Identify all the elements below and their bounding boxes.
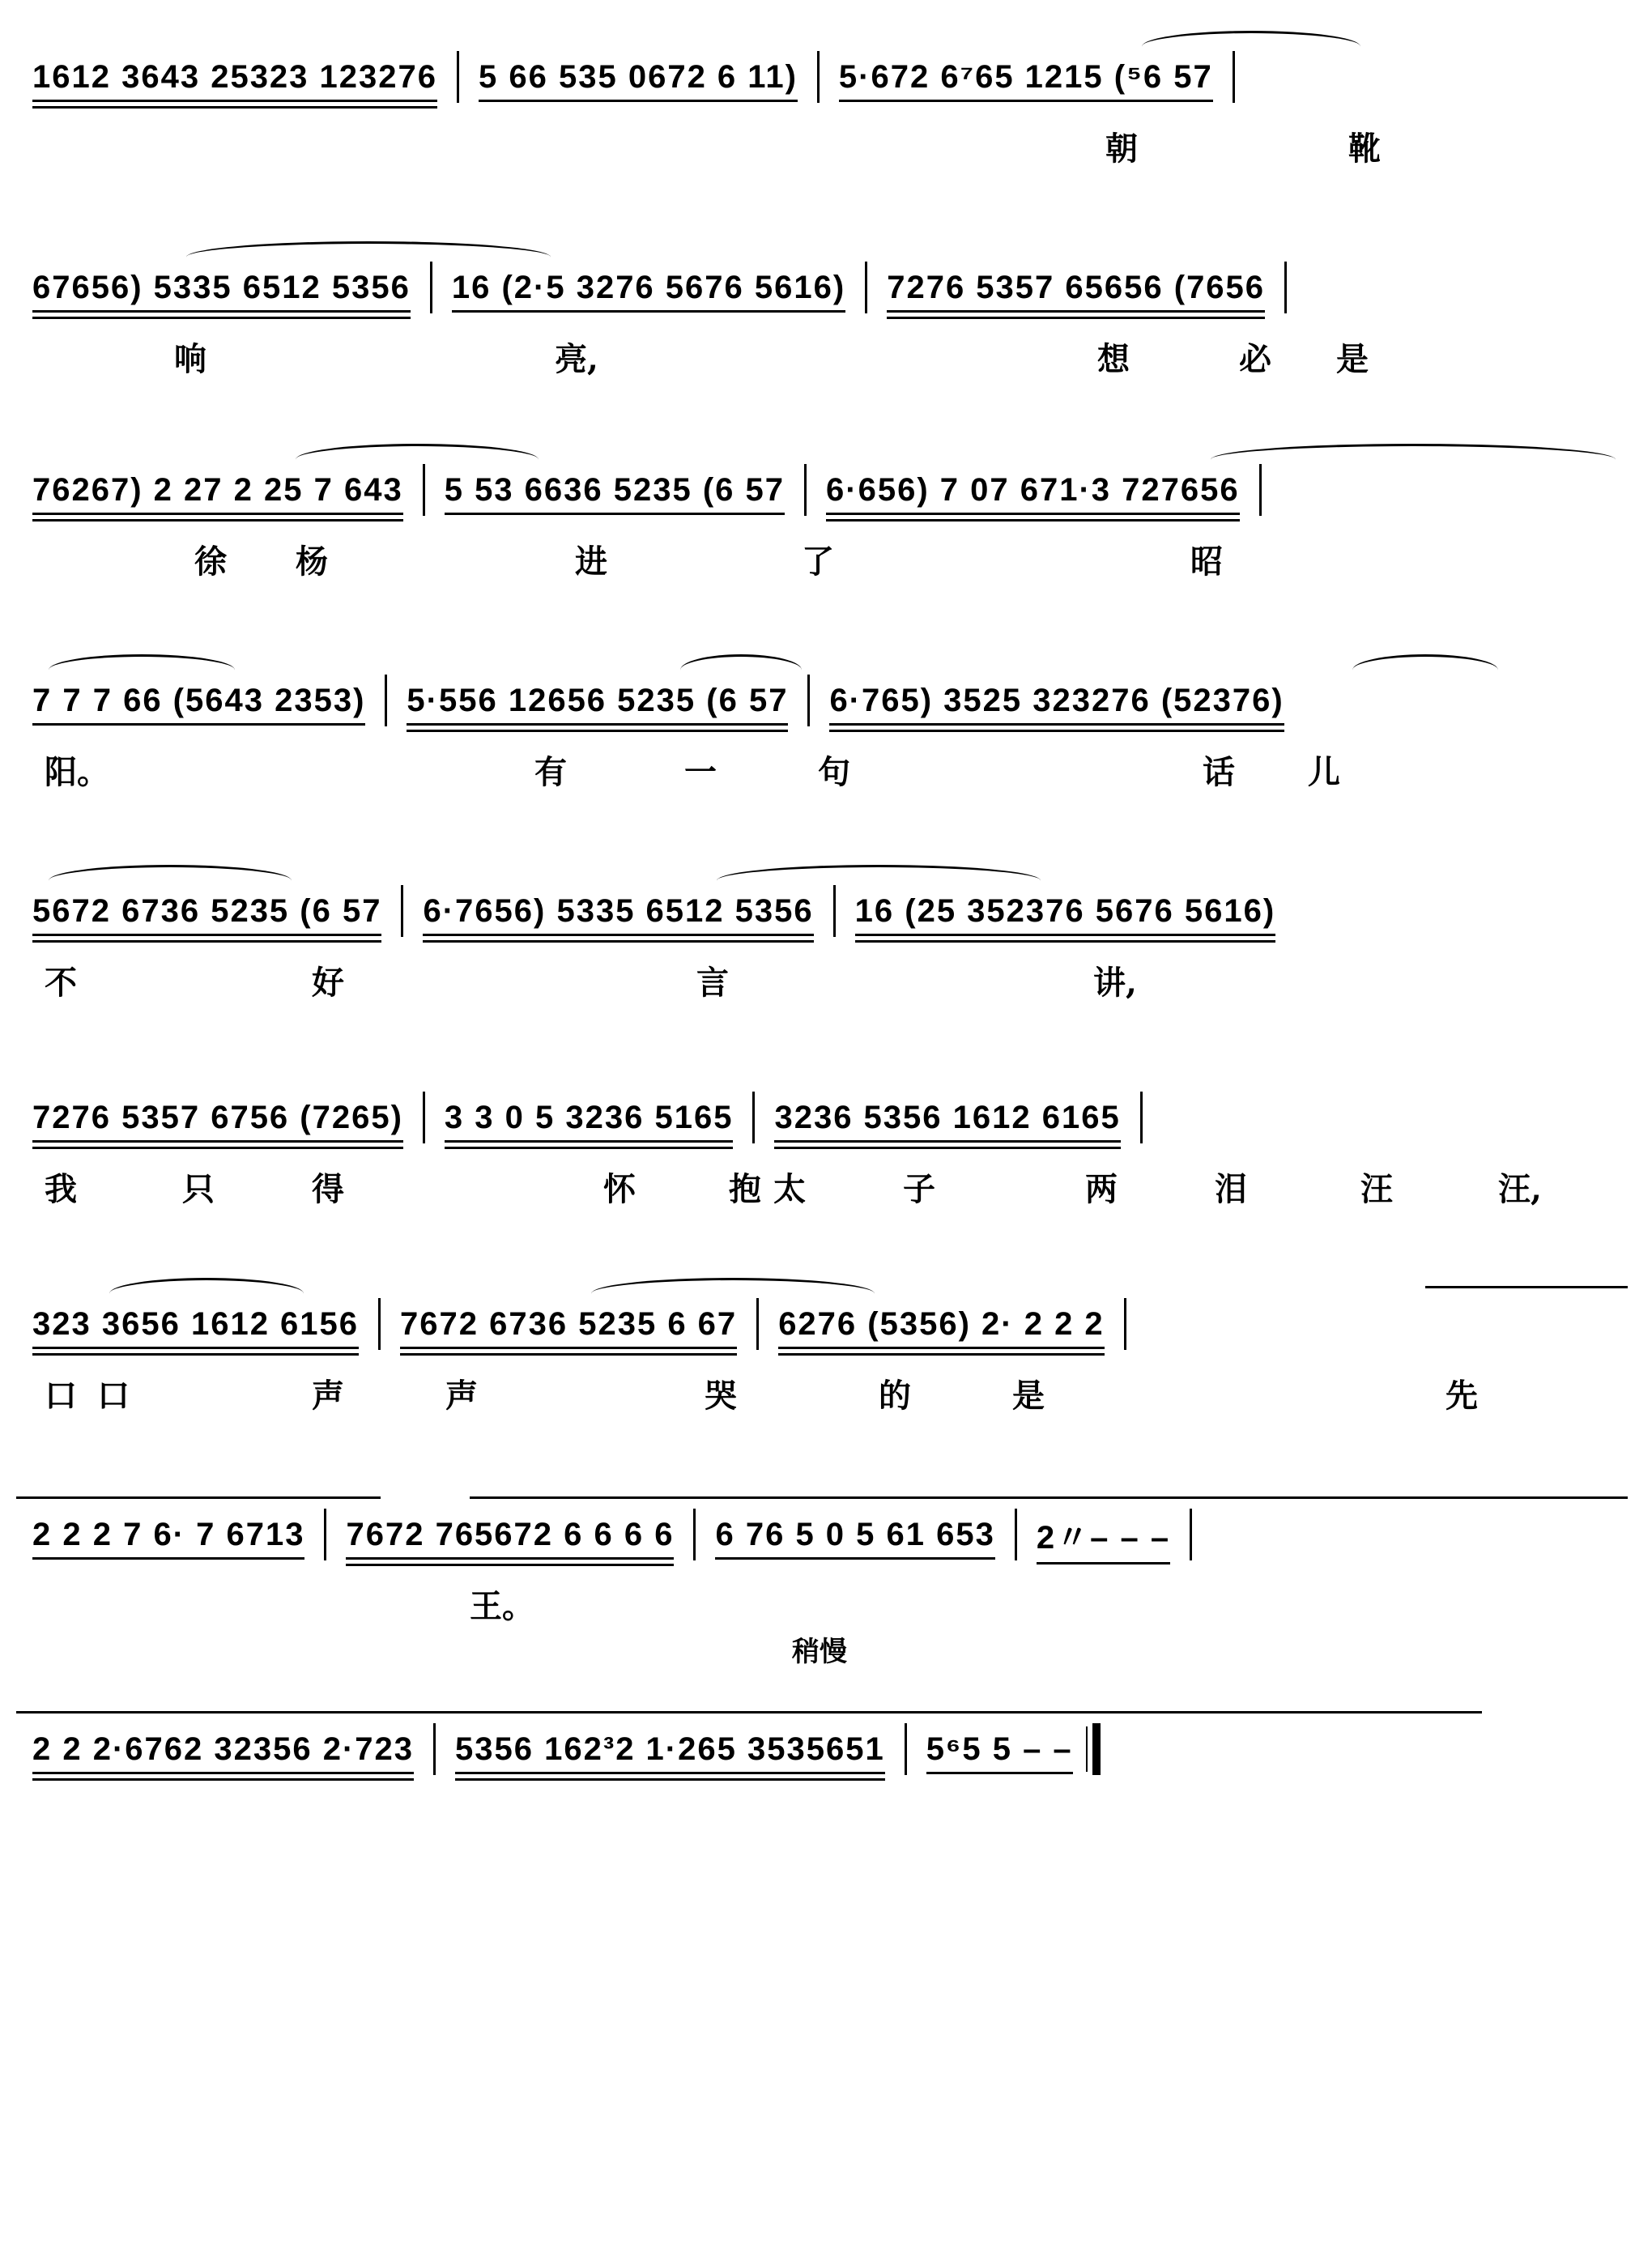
note-group: 16 (25 352376 5676 5616) (854, 892, 1276, 929)
measure (32, 893, 381, 930)
barline (1233, 51, 1235, 103)
lyric: 哭 (705, 1377, 737, 1415)
barline (1015, 1509, 1017, 1560)
note-group: 1612 3643 25323 123276 (32, 58, 438, 95)
measure (829, 683, 1284, 719)
lyric: 了 (802, 543, 834, 581)
note-group: 5 53 6636 5235 (6 57 (444, 471, 786, 508)
lyric: 讲, (1093, 964, 1137, 1002)
lyrics-row (32, 1164, 1628, 1212)
barline (693, 1509, 696, 1560)
note-group: 5672 6736 5235 (6 57 (32, 892, 382, 929)
lyrics-row (32, 1370, 1628, 1419)
measure (1037, 1512, 1170, 1558)
note-group: 5·672 6⁷65 1215 (⁵6 57 (838, 58, 1213, 95)
barline (905, 1723, 907, 1775)
note-group: 2〃– – – (1037, 1512, 1170, 1558)
barline (1124, 1298, 1126, 1350)
lyric: 徐 (194, 543, 227, 581)
staff-line-2 (32, 259, 1628, 378)
note-group: 5 66 535 0672 6 11) (479, 58, 798, 95)
note-group: 5⁶5 5 – – (926, 1731, 1073, 1767)
note-group: 5356 162³2 1·265 3535651 (455, 1731, 885, 1767)
measure (855, 893, 1276, 930)
measure (455, 1731, 885, 1768)
note-group: 7276 5357 6756 (7265) (32, 1099, 403, 1135)
note-group: 3 3 0 5 3236 5165 (444, 1099, 734, 1135)
note-group: 2 2 2 7 6· 7 6713 (32, 1516, 305, 1552)
barline (457, 51, 459, 103)
lyric: 子 (903, 1170, 935, 1208)
lyrics-row (32, 123, 1628, 172)
notes-row (32, 49, 1628, 105)
note-group: 6 76 5 0 5 61 653 (715, 1516, 995, 1552)
measure (774, 1100, 1120, 1136)
lyric: 儿 (1308, 753, 1340, 791)
measure (32, 1100, 403, 1136)
staff-line-5 (32, 883, 1628, 1002)
barline (807, 675, 810, 726)
measure (32, 1517, 304, 1553)
note-group: 76267) 2 27 2 25 7 643 (32, 471, 403, 508)
measure (32, 1731, 414, 1768)
barline (1284, 262, 1287, 313)
lyrics-row (32, 334, 1628, 382)
staff-line-1 (32, 49, 1628, 168)
measure (839, 59, 1213, 96)
lyric: 句 (818, 753, 850, 791)
barline (401, 885, 403, 937)
measure (445, 472, 785, 509)
lyric: 汪, (1498, 1170, 1542, 1208)
staff-line-7 (32, 1296, 1628, 1415)
lyric: 得 (312, 1170, 344, 1208)
lyric: 一 (684, 753, 717, 791)
measure (32, 270, 411, 306)
staff-line-6 (32, 1089, 1628, 1208)
measure (32, 683, 365, 719)
lyric: 王。 (470, 1587, 534, 1625)
notes-row (32, 1296, 1628, 1352)
notes-row (32, 883, 1628, 939)
barline (1259, 464, 1262, 516)
note-group: 6·656) 7 07 671·3 727656 (826, 471, 1240, 508)
measure (715, 1517, 994, 1553)
lyric: 必 (1239, 340, 1271, 378)
measure (778, 1306, 1104, 1343)
lyric: 响 (174, 340, 206, 378)
lyric: 是 (1336, 340, 1369, 378)
barline (423, 464, 425, 516)
lyric: 昭 (1190, 543, 1223, 581)
note-group: 7672 765672 6 6 6 6 (346, 1516, 675, 1552)
note-group: 7276 5357 65656 (7656 (887, 269, 1266, 305)
lyric: 阳。 (45, 753, 109, 791)
lyric: 亮, (555, 340, 598, 378)
note-group: 6·765) 3525 323276 (52376) (829, 682, 1284, 718)
measure (32, 59, 437, 96)
note-group: 6·7656) 5335 6512 5356 (423, 892, 814, 929)
barline (865, 262, 867, 313)
note-group: 7672 6736 5235 6 67 (400, 1305, 738, 1342)
lyric: 两 (1085, 1170, 1118, 1208)
barline (1140, 1092, 1143, 1143)
lyrics-row (32, 536, 1628, 585)
lyric: 想 (1097, 340, 1130, 378)
note-group: 7 7 7 66 (5643 2353) (32, 682, 366, 718)
notes-row (32, 672, 1628, 729)
measure (926, 1731, 1073, 1768)
barline (423, 1092, 425, 1143)
barline (1190, 1509, 1192, 1560)
lyrics-row (32, 747, 1628, 795)
barline (804, 464, 807, 516)
lyric: 好 (312, 964, 344, 1002)
lyric: 口 (45, 1377, 77, 1415)
note-group: 16 (2·5 3276 5676 5616) (451, 269, 846, 305)
lyric: 先 (1446, 1377, 1478, 1415)
notes-row (32, 1721, 1628, 1777)
note-group: 6276 (5356) 2· 2 2 2 (778, 1305, 1105, 1342)
notes-row (32, 462, 1628, 518)
barline (752, 1092, 755, 1143)
measure (826, 472, 1240, 509)
lyric: 口 (97, 1377, 130, 1415)
measure (32, 1306, 359, 1343)
lyric: 声 (312, 1377, 344, 1415)
measure (346, 1517, 674, 1553)
barline (385, 675, 387, 726)
measure (445, 1100, 734, 1136)
measure (452, 270, 845, 306)
staff-line-8 (32, 1506, 1628, 1625)
lyrics-row (32, 957, 1628, 1006)
lyric: 怀 (603, 1170, 636, 1208)
measure (479, 59, 798, 96)
barline (833, 885, 836, 937)
measure (887, 270, 1265, 306)
notes-row (32, 1089, 1628, 1146)
barline (433, 1723, 436, 1775)
lyric: 是 (1012, 1377, 1045, 1415)
barline (430, 262, 432, 313)
lyric: 的 (879, 1377, 911, 1415)
lyric: 声 (445, 1377, 478, 1415)
note-group: 323 3656 1612 6156 (32, 1305, 360, 1342)
lyric: 泪 (1215, 1170, 1247, 1208)
lyric: 太 (773, 1170, 806, 1208)
notes-row (32, 1506, 1628, 1563)
lyric: 言 (696, 964, 729, 1002)
measure (423, 893, 813, 930)
note-group: 3236 5356 1612 6165 (774, 1099, 1121, 1135)
lyric: 有 (534, 753, 567, 791)
lyric: 汪 (1360, 1170, 1393, 1208)
notes-row (32, 259, 1628, 316)
tempo-marking: 稍慢 (792, 1636, 847, 1668)
lyric: 进 (575, 543, 607, 581)
barline (817, 51, 820, 103)
note-group: 5·556 12656 5235 (6 57 (407, 682, 789, 718)
measure (407, 683, 788, 719)
lyrics-row (32, 1581, 1628, 1629)
barline (324, 1509, 326, 1560)
lyric: 靴 (1348, 130, 1381, 168)
barline (756, 1298, 759, 1350)
final-barline (1092, 1723, 1101, 1775)
staff-line-3 (32, 462, 1628, 581)
lyric: 我 (45, 1170, 77, 1208)
lyric: 抱 (729, 1170, 761, 1208)
note-group: 2 2 2·6762 32356 2·723 (32, 1731, 415, 1767)
staff-line-4 (32, 672, 1628, 791)
staff-line-9 (32, 1721, 1628, 1777)
measure (32, 472, 403, 509)
lyric: 不 (45, 964, 77, 1002)
lyric: 杨 (296, 543, 328, 581)
lyric: 朝 (1105, 130, 1138, 168)
lyric: 只 (182, 1170, 215, 1208)
measure (400, 1306, 737, 1343)
barline (378, 1298, 381, 1350)
note-group: 67656) 5335 6512 5356 (32, 269, 411, 305)
lyric: 话 (1203, 753, 1235, 791)
